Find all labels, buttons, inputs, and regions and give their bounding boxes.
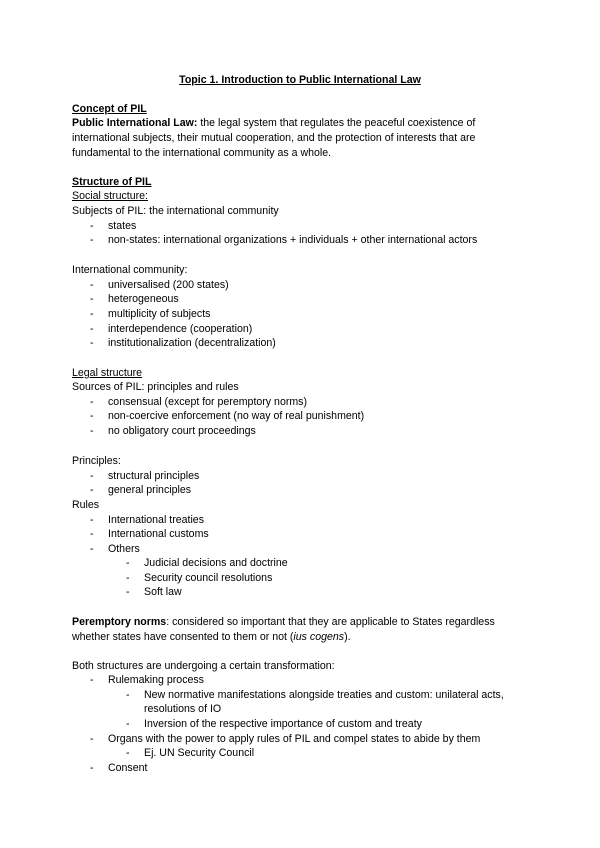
source-item: no obligatory court proceedings xyxy=(108,425,256,437)
legal-structure-heading: Legal structure xyxy=(72,367,143,379)
bullet: - xyxy=(126,572,130,584)
bullet: - xyxy=(126,557,130,569)
pil-term: Public International Law: xyxy=(72,117,198,129)
bullet: - xyxy=(90,425,94,437)
transformation-intro: Both structures are undergoing a certain transformation: xyxy=(72,660,335,672)
community-item: multiplicity of subjects xyxy=(108,308,211,320)
peremptory-line-2: whether states have consented to them or not (ius cogens). xyxy=(72,631,351,643)
source-item: non-coercive enforcement (no way of real punishment) xyxy=(108,410,365,422)
source-item: consensual (except for peremptory norms) xyxy=(108,396,308,408)
bullet: - xyxy=(90,484,94,496)
community-label: International community: xyxy=(72,264,188,276)
transformation-item: Organs with the power to apply rules of PIL and compel states to abide by them xyxy=(108,733,481,745)
transformation-item: Rulemaking process xyxy=(108,674,204,686)
bullet: - xyxy=(90,762,94,774)
rule-item: Others xyxy=(108,543,140,555)
community-item: interdependence (cooperation) xyxy=(108,323,253,335)
bullet: - xyxy=(90,733,94,745)
bullet: - xyxy=(90,337,94,349)
bullet: - xyxy=(90,323,94,335)
rules-label: Rules xyxy=(72,499,100,511)
bullet: - xyxy=(90,308,94,320)
rule-item: International customs xyxy=(108,528,209,540)
other-rule-item: Judicial decisions and doctrine xyxy=(144,557,288,569)
community-item: institutionalization (decentralization) xyxy=(108,337,276,349)
bullet: - xyxy=(90,470,94,482)
transformation-subitem-continued: resolutions of IO xyxy=(144,703,222,715)
bullet: - xyxy=(90,514,94,526)
bullet: - xyxy=(90,410,94,422)
social-structure-heading: Social structure: xyxy=(72,190,148,202)
bullet: - xyxy=(126,586,130,598)
subject-item: states xyxy=(108,220,137,232)
principles-label: Principles: xyxy=(72,455,121,467)
concept-definition-line-3: fundamental to the international community as a whole. xyxy=(72,147,332,159)
document-title: Topic 1. Introduction to Public International Law xyxy=(179,74,421,86)
concept-definition-line-1: Public International Law: the legal system that regulates the peaceful coexistence of xyxy=(72,117,476,129)
bullet: - xyxy=(90,674,94,686)
sources-label: Sources of PIL: principles and rules xyxy=(72,381,239,393)
bullet: - xyxy=(90,528,94,540)
community-item: heterogeneous xyxy=(108,293,179,305)
bullet: - xyxy=(126,718,130,730)
concept-definition-line-2: international subjects, their mutual cooperation, and the protection of interests that are xyxy=(72,132,476,144)
transformation-item: Consent xyxy=(108,762,148,774)
bullet: - xyxy=(90,543,94,555)
principle-item: general principles xyxy=(108,484,192,496)
concept-heading: Concept of PIL xyxy=(72,103,147,115)
subject-item: non-states: international organizations + individuals + other international actors xyxy=(108,234,478,246)
bullet: - xyxy=(90,293,94,305)
structure-heading: Structure of PIL xyxy=(72,176,152,188)
ius-cogens-term: ius cogens xyxy=(293,631,345,643)
other-rule-item: Security council resolutions xyxy=(144,572,273,584)
transformation-subitem: Inversion of the respective importance of custom and treaty xyxy=(144,718,422,730)
bullet: - xyxy=(90,279,94,291)
rule-item: International treaties xyxy=(108,514,204,526)
bullet: - xyxy=(90,220,94,232)
transformation-subitem: Ej. UN Security Council xyxy=(144,747,255,759)
peremptory-term: Peremptory norms xyxy=(72,616,167,628)
subjects-label: Subjects of PIL: the international community xyxy=(72,205,279,217)
peremptory-line-1: Peremptory norms: considered so important that they are applicable to States regardless xyxy=(72,616,495,628)
transformation-subitem: New normative manifestations alongside treaties and custom: unilateral acts, xyxy=(144,689,504,701)
other-rule-item: Soft law xyxy=(144,586,182,598)
bullet: - xyxy=(126,747,130,759)
bullet: - xyxy=(90,396,94,408)
principle-item: structural principles xyxy=(108,470,200,482)
community-item: universalised (200 states) xyxy=(108,279,229,291)
bullet: - xyxy=(126,689,130,701)
bullet: - xyxy=(90,234,94,246)
